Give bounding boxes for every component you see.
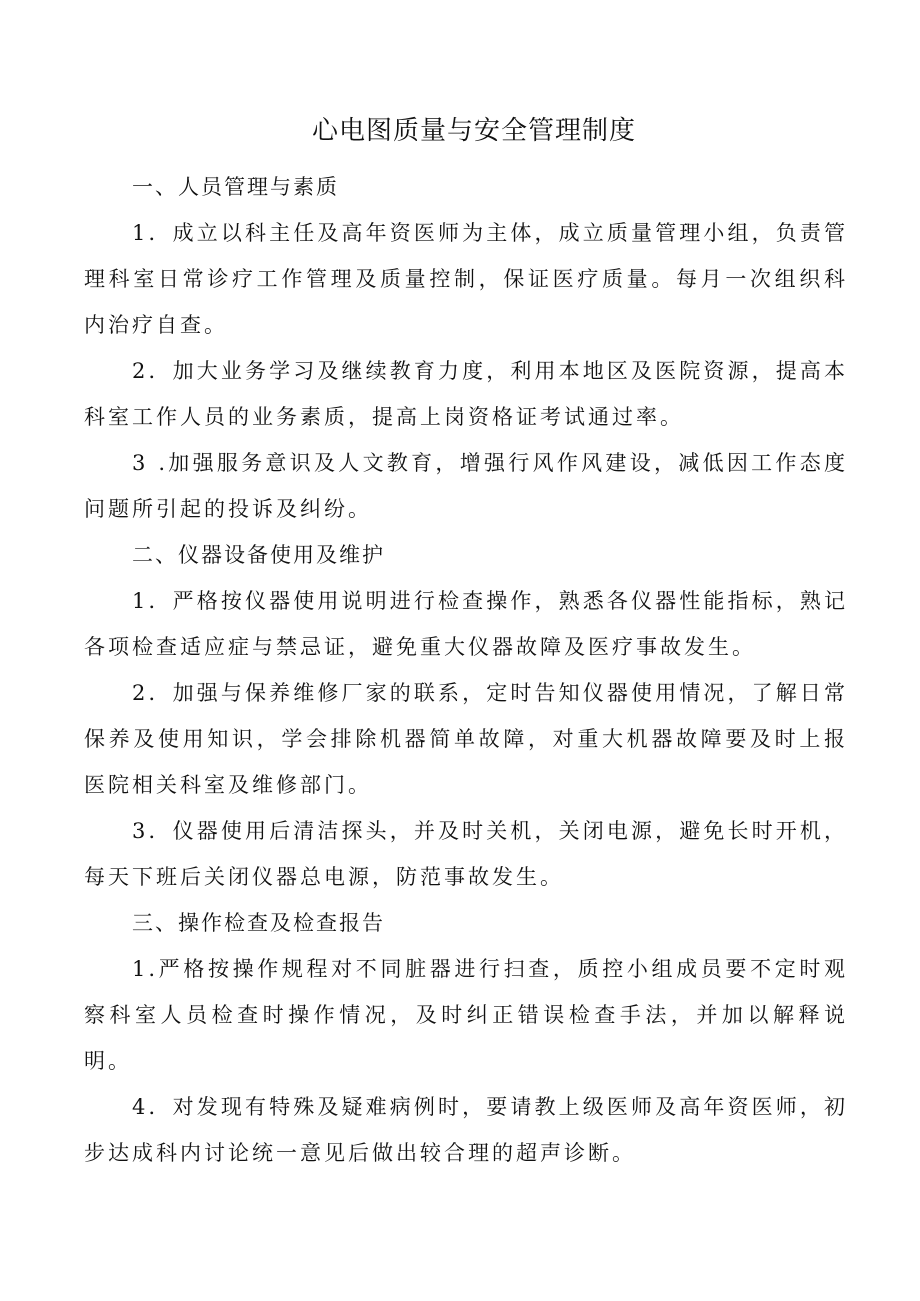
section-personnel [84, 164, 848, 532]
paragraph: 4．对发现有特殊及疑难病例时，要请教上级医师及高年资医师，初步达成科内讨论统一意见后做出较合理的超声诊断。 [84, 1095, 848, 1165]
paragraph: 2．加强与保养维修厂家的联系，定时告知仪器使用情况，了解日常保养及使用知识，学会排除机器简单故障，对重大机器故障要及时上报医院相关科室及维修部门。 [84, 681, 848, 797]
document-page [84, 108, 848, 1176]
paragraph: 3 .加强服务意识及人文教育，增强行风作风建设，减低因工作态度问题所引起的投诉及纠纷。 [84, 451, 848, 521]
section-equipment [84, 532, 848, 900]
section-operation-report [84, 900, 848, 1176]
section-heading: 三、操作检查及检查报告 [132, 911, 385, 935]
section-heading: 一、人员管理与素质 [132, 175, 339, 199]
paragraph: 1．严格按仪器使用说明进行检查操作，熟悉各仪器性能指标，熟记各项检查适应症与禁忌证，避免重大仪器故障及医疗事故发生。 [84, 589, 848, 659]
paragraph: 2．加大业务学习及继续教育力度，利用本地区及医院资源，提高本科室工作人员的业务素质，提高上岗资格证考试通过率。 [84, 359, 848, 429]
paragraph: 3．仪器使用后清洁探头，并及时关机，关闭电源，避免长时开机，每天下班后关闭仪器总电源，防范事故发生。 [84, 819, 848, 889]
document-title: 心电图质量与安全管理制度 [311, 116, 636, 146]
section-heading: 二、仪器设备使用及维护 [132, 543, 385, 567]
paragraph: 1.严格按操作规程对不同脏器进行扫查，质控小组成员要不定时观察科室人员检查时操作情况，及时纠正错误检查手法，并加以解释说明。 [84, 957, 848, 1073]
paragraph: 1．成立以科主任及高年资医师为主体，成立质量管理小组，负责管理科室日常诊疗工作管理及质量控制，保证医疗质量。每月一次组织科内治疗自查。 [84, 221, 848, 337]
